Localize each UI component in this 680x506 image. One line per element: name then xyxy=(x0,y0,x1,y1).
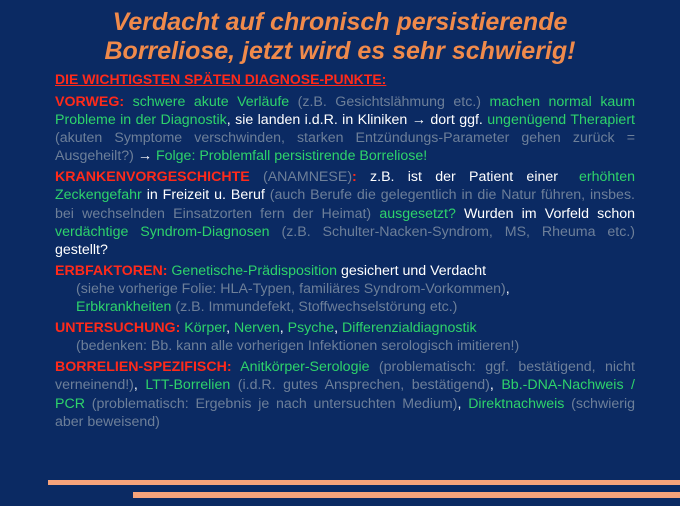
paragraph-krankenvorgeschichte xyxy=(55,168,635,258)
title-line-1: Verdacht auf chronisch persistierende xyxy=(112,8,568,36)
text-span: erhöhten Zeckengefahr xyxy=(55,169,635,204)
slide-body xyxy=(55,93,635,434)
text-span: , xyxy=(133,377,138,394)
paragraph-vorweg xyxy=(55,93,635,165)
text-span: ungenügend Therapiert xyxy=(482,112,635,129)
indented-text xyxy=(558,169,579,185)
text-span: LTT-Borrelien xyxy=(137,377,231,394)
text-span: (ANAMNESE) xyxy=(249,169,353,186)
text-span: Psyche xyxy=(283,320,335,337)
text-span: Körper xyxy=(180,320,227,337)
text-span: , xyxy=(505,280,510,297)
text-span: (problematisch: ggf. bestätigend, nicht verneinend!) xyxy=(55,359,635,394)
text-span: (z.B. Schulter-Nacken-Syndrom, MS, Rheuma etc.) xyxy=(269,223,635,240)
text-span: : xyxy=(352,169,357,186)
text-span: , xyxy=(334,320,339,337)
text-span: machen normal kaum Probleme in der Diagnostik xyxy=(55,94,636,129)
paragraph-erbfaktoren xyxy=(55,262,635,316)
text-span: (bedenken: Bb. kann alle vorherigen Infektionen serologisch imitieren!) xyxy=(76,338,520,355)
text-span: , xyxy=(457,395,462,412)
title-line-2: Borreliose, jetzt wird es sehr schwierig! xyxy=(104,37,576,65)
text-span: Folge: Problemfall persistirende Borreliose! xyxy=(155,148,428,165)
text-span: Direktnachweis xyxy=(461,395,565,412)
text-span: , sie landen i.d.R. in Kliniken → dort ggf. xyxy=(226,112,483,129)
text-span: z.B. ist der Patient einer xyxy=(356,169,558,186)
text-span: in Freizeit u. Beruf xyxy=(141,187,265,204)
text-span: Genetische-Prädisposition xyxy=(167,262,338,279)
text-span: Nerven xyxy=(230,320,280,337)
text-span: Anitkörper-Serologie xyxy=(231,359,370,376)
text-span: ausgesetzt? xyxy=(371,205,456,222)
text-span: (akuten Symptome verschwinden, starken Entzündungs-Parameter gehen zurück = Ausgeheilt?) xyxy=(55,130,635,165)
paragraph-borrelien-spezifisch xyxy=(55,358,635,430)
text-span: Bb.-DNA-Nachweis / PCR xyxy=(55,377,635,412)
text-span: gesichert und Verdacht xyxy=(337,262,487,279)
text-span: (z.B. Gesichtslähmung etc.) xyxy=(289,94,482,110)
slide-title xyxy=(20,8,660,66)
text-span: (schwierig aber beweisend) xyxy=(55,395,635,430)
section-heading: DIE WICHTIGSTEN SPÄTEN DIAGNOSE-PUNKTE: xyxy=(55,71,387,87)
label-krankenvorgeschichte: KRANKENVORGESCHICHTE xyxy=(55,169,250,186)
text-span: , xyxy=(489,377,494,394)
text-span: (z.B. Immundefekt, Stoffwechselstörung etc.) xyxy=(171,299,458,316)
text-span: , xyxy=(279,320,284,337)
label-erbfaktoren: ERBFAKTOREN: xyxy=(55,262,168,279)
text-span: schwere akute Verläufe xyxy=(124,94,290,110)
text-span: Erbkrankheiten xyxy=(76,299,172,316)
text-span: gestellt? xyxy=(55,241,108,258)
paragraph-untersuchung xyxy=(55,319,635,355)
decorative-bar-top xyxy=(48,480,680,485)
text-span: (auch Berufe die gelegentlich in die Natur führen, insbes. bei wechselnden Einsatzorten fern der Heimat) xyxy=(55,187,635,222)
text-span: (i.d.R. gutes Ansprechen, bestätigend) xyxy=(230,377,490,394)
label-borrelien-spezifisch: BORRELIEN-SPEZIFISCH: xyxy=(55,359,232,376)
text-span: , xyxy=(226,320,231,337)
label-untersuchung: UNTERSUCHUNG: xyxy=(55,320,181,337)
decorative-bar-bottom xyxy=(133,492,680,498)
text-span: (problematisch: Ergebnis je nach untersuchten Medium) xyxy=(84,395,458,412)
text-span: → xyxy=(133,148,156,165)
text-span: (siehe vorherige Folie: HLA-Typen, familiäres Syndrom-Vorkommen) xyxy=(76,280,506,297)
text-span: Wurden im Vorfeld schon xyxy=(455,205,636,222)
text-span: Differenzialdiagnostik xyxy=(338,320,477,337)
text-span: verdächtige Syndrom-Diagnosen xyxy=(55,223,270,240)
label-vorweg: VORWEG: xyxy=(55,94,125,110)
